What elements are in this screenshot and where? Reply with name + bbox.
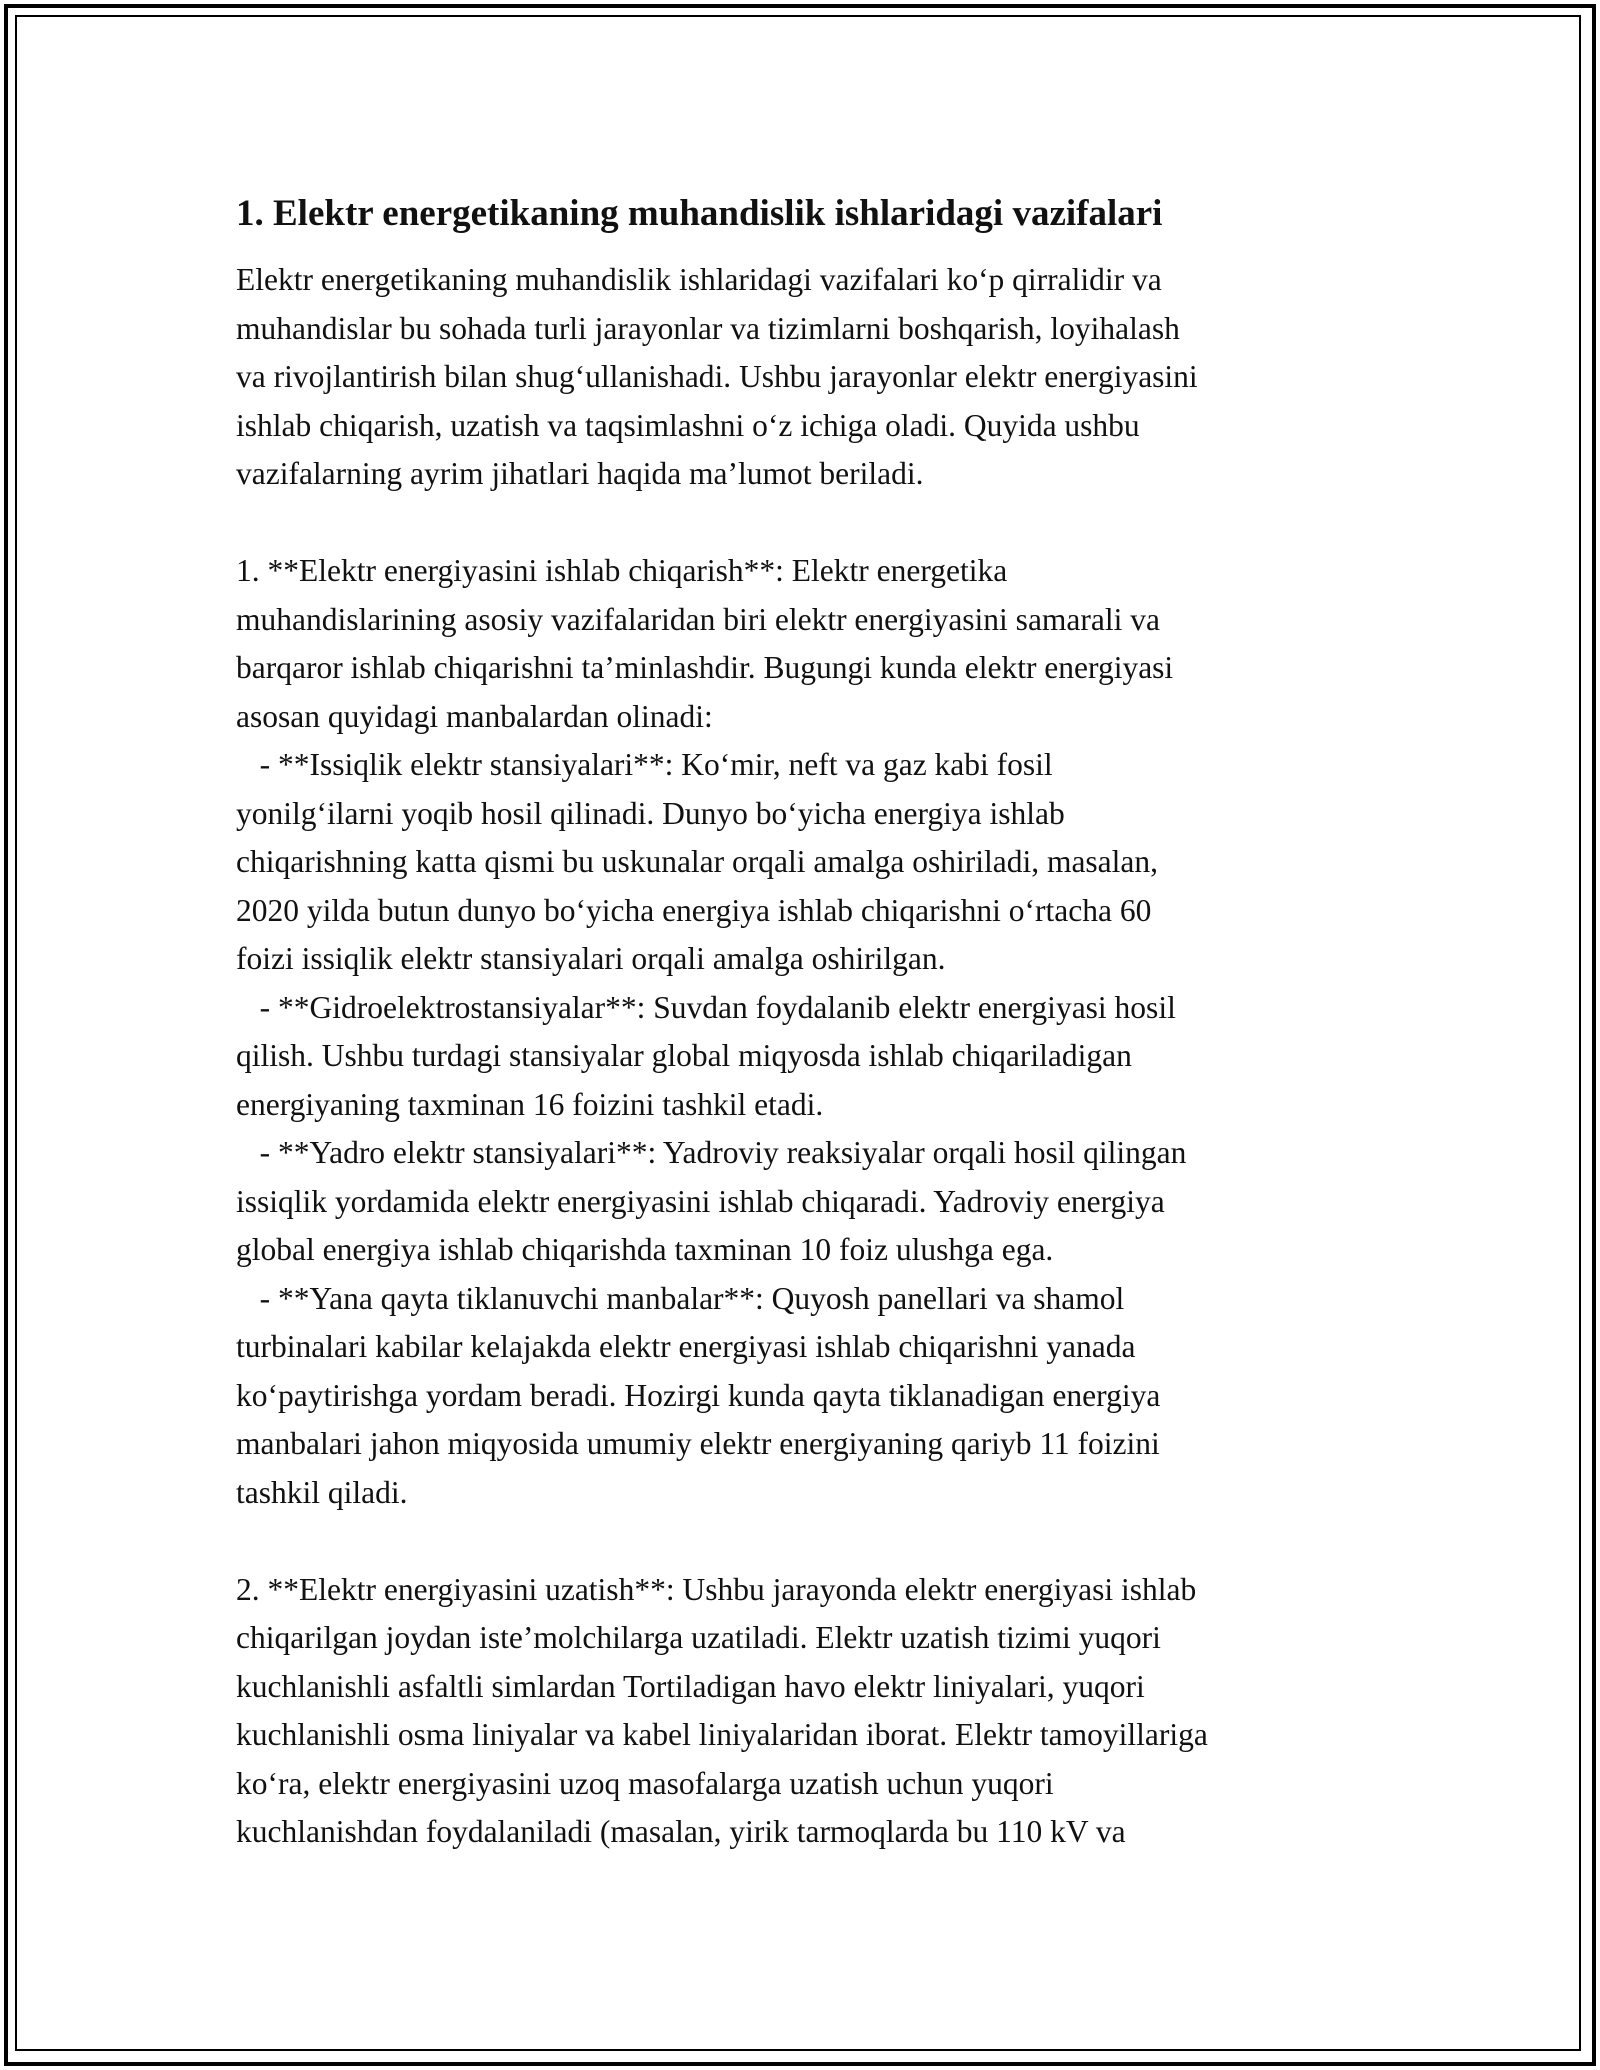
paragraph-gap [236,1517,1376,1566]
section-1-paragraph [236,547,1376,1517]
text-line: chiqarilgan joydan isteʼmolchilarga uzatiladi. Elektr uzatish tizimi yuqori [236,1620,1161,1655]
text-line: Elektr energetikaning muhandislik ishlaridagi vazifalari koʻp qirralidir va [236,262,1162,297]
section-heading: 1. Elektr energetikaning muhandislik ishlaridagi vazifalari [236,193,1163,234]
document-page [236,188,1376,1857]
text-line: barqaror ishlab chiqarishni taʼminlashdir. Bugungi kunda elektr energiyasi [236,650,1174,685]
text-line: muhandislarining asosiy vazifalaridan biri elektr energiyasini samarali va [236,601,1160,637]
text-line: ishlab chiqarish, uzatish va taqsimlashni oʻz ichiga oladi. Quyida ushbu [236,407,1140,443]
text-line: kuchlanishdan foydalaniladi (masalan, yirik tarmoqlarda bu 110 kV va [236,1814,1126,1849]
paragraph-gap [236,499,1376,548]
text-line: foizi issiqlik elektr stansiyalari orqali amalga oshirilgan. [236,941,946,976]
text-line: 2020 yilda butun dunyo boʻyicha energiya ishlab chiqarishni oʻrtacha 60 [236,892,1152,928]
text-line: 1. **Elektr energiyasini ishlab chiqarish**: Elektr energetika [236,553,1008,588]
text-line: kuchlanishli osma liniyalar va kabel liniyalaridan iborat. Elektr tamoyillariga [236,1717,1208,1752]
text-line: qilish. Ushbu turdagi stansiyalar global miqyosda ishlab chiqariladigan [236,1038,1132,1073]
text-line: chiqarishning katta qismi bu uskunalar orqali amalga oshiriladi, masalan, [236,844,1159,879]
text-line: koʻpaytirishga yordam beradi. Hozirgi kunda qayta tiklanadigan energiya [236,1377,1161,1413]
text-line: energiyaning taxminan 16 foizini tashkil etadi. [236,1086,824,1122]
section-2-paragraph [236,1566,1376,1857]
text-line: va rivojlantirish bilan shugʻullanishadi. Ushbu jarayonlar elektr energiyasini [236,359,1198,394]
list-item-line: - **Yana qayta tiklanuvchi manbalar**: Quyosh panellari va shamol [236,1280,1125,1316]
intro-paragraph [236,256,1376,499]
text-line: asosan quyidagi manbalardan olinadi: [236,698,713,734]
text-line: global energiya ishlab chiqarishda taxminan 10 foiz ulushga ega. [236,1232,1054,1267]
list-item-line: - **Yadro elektr stansiyalari**: Yadroviy reaksiyalar orqali hosil qilingan [236,1135,1187,1170]
text-line: 2. **Elektr energiyasini uzatish**: Ushbu jarayonda elektr energiyasi ishlab [236,1571,1197,1607]
text-line: manbalari jahon miqyosida umumiy elektr energiyaning qariyb 11 foizini [236,1426,1160,1461]
text-line: koʻra, elektr energiyasini uzoq masofalarga uzatish uchun yuqori [236,1765,1054,1801]
text-line: kuchlanishli asfaltli simlardan Tortiladigan havo elektr liniyalari, yuqori [236,1668,1145,1704]
text-line: tashkil qiladi. [236,1474,408,1510]
list-item-line: - **Issiqlik elektr stansiyalari**: Koʻmir, neft va gaz kabi fosil [236,747,1053,782]
list-item-line: - **Gidroelektrostansiyalar**: Suvdan foydalanib elektr energiyasi hosil [236,989,1176,1025]
text-line: turbinalari kabilar kelajakda elektr energiyasi ishlab chiqarishni yanada [236,1329,1136,1364]
text-line: yonilgʻilarni yoqib hosil qilinadi. Dunyo boʻyicha energiya ishlab [236,795,1065,831]
text-line: issiqlik yordamida elektr energiyasini ishlab chiqaradi. Yadroviy energiya [236,1183,1165,1219]
text-line: muhandislar bu sohada turli jarayonlar va tizimlarni boshqarish, loyihalash [236,310,1180,346]
text-line: vazifalarning ayrim jihatlari haqida maʼlumot beriladi. [236,456,924,491]
